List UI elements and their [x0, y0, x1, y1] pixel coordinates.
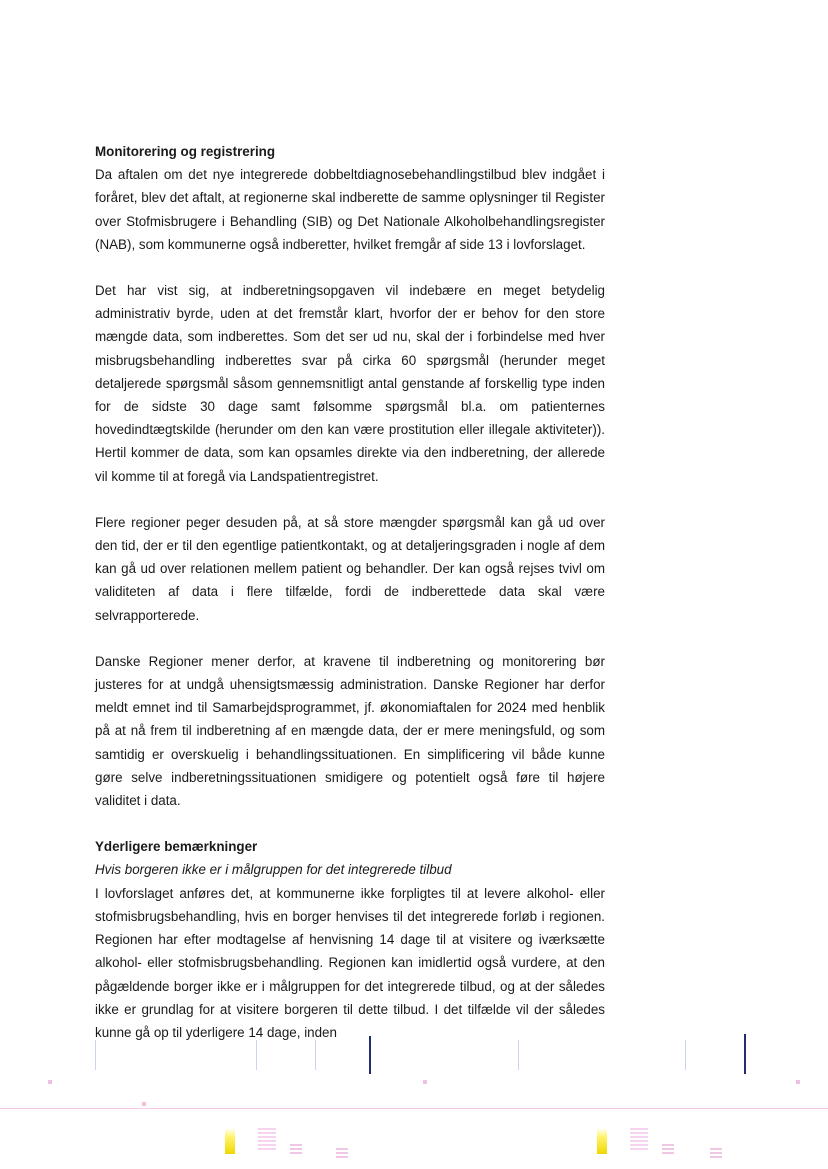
paragraph: Danske Regioner mener derfor, at kravene til indberetning og monitorering bør justeres for at undgå uhensigtsmæssig administration. Danske Regioner har derfor meldt emnet ind til Samarbejdsprogrammet, jf. økonomiaftalen for 2024 med henblik på at nå frem til indberetning af en mængde data, der er mere meningsfuld, og som samtidig er overskuelig i behandlingssituationen. En simplificering vil både kunne gøre selve indberetningssituationen smidigere og potentielt også føre til højere validitet i data.	[95, 653, 605, 809]
scan-artifact-dot	[423, 1080, 427, 1084]
scan-artifact-line	[315, 1040, 316, 1070]
scan-artifact-line	[518, 1040, 519, 1070]
scan-artifact-line	[95, 1040, 96, 1070]
section-further-remarks	[95, 835, 605, 1044]
scan-artifact-line	[0, 1108, 828, 1109]
scan-artifact-dot	[48, 1080, 52, 1084]
paragraph: Da aftalen om det nye integrerede dobbeltdiagnosebehandlingstilbud blev indgået i foråret, blev det aftalt, at regionerne skal indberette de samme oplysninger til Register over Stofmisbrugere i Behandling (SIB) og Det Nationale Alkoholbehandlingsregister (NAB), som kommunerne også indberetter, hvilket fremgår af side 13 i lovforslaget.	[95, 167, 605, 252]
paragraph: Flere regioner peger desuden på, at så store mængder spørgsmål kan gå ud over den tid, der er til den egentlige patientkontakt, og at detaljeringsgraden i nogle af dem kan gå ud over relationen mellem patient og behandler. Der kan også rejses tvivl om validiteten af data i flere tilfælde, fordi de indberettede data skal være selvrapporterede.	[95, 514, 605, 623]
scan-artifact-line	[369, 1036, 371, 1074]
scan-artifact-mark	[290, 1144, 302, 1154]
scan-artifact-mark	[336, 1148, 348, 1158]
section-heading: Monitorering og registrering	[95, 144, 276, 159]
scan-artifact-line	[256, 1040, 257, 1070]
scan-artifact-dot	[796, 1080, 800, 1084]
document-body	[95, 140, 605, 1067]
paragraph: I lovforslaget anføres det, at kommunerne ikke forpligtes til at levere alkohol- eller stofmisbrugsbehandling, hvis en borger henvises til det integrerede forløb i regionen. Regionen har efter modtagelse af henvisning 14 dage til at visitere og iværksætte alkohol- eller stofmisbrugsbehandling. Regionen kan imidlertid også vurdere, at den pågældende borger ikke er i målgruppen for det integrerede tilbud, og at der således ikke er grundlag for at visitere borgeren til dette tilbud. I det tilfælde vil der således kunne gå op til yderligere 14 dage, inden	[95, 885, 605, 1040]
scan-artifact-mark	[630, 1128, 648, 1150]
scan-artifact-line	[685, 1040, 686, 1070]
scan-artifact-mark	[662, 1144, 674, 1154]
paragraph: Det har vist sig, at indberetningsopgaven vil indebære en meget betydelig administrativ byrde, uden at det fremstår klart, hvorfor der er behov for den store mængde data, som indberettes. Som det ser ud nu, skal der i forbindelse med hver misbrugsbehandling indberettes svar på cirka 60 spørgsmål (herunder meget detaljerede spørgsmål såsom gennemsnitligt antal genstande af forskellig type inden for de sidste 30 dage samt følsomme spørgsmål bl.a. om patienternes hovedindtægtskilde (herunder om den kan være prostitution eller illegale aktiviteter)). Hertil kommer de data, som kan opsamles direkte via den indberetning, der allerede vil komme til at foregå via Landspatientregistret.	[95, 283, 605, 484]
scan-artifact-dot	[142, 1102, 146, 1106]
section-subheading: Hvis borgeren ikke er i målgruppen for det integrerede tilbud	[95, 862, 452, 878]
section-heading: Yderligere bemærkninger	[95, 839, 258, 855]
scan-artifact-mark	[597, 1128, 607, 1154]
scan-artifact-mark	[225, 1128, 235, 1154]
section-monitoring	[95, 140, 605, 812]
scan-artifact-line	[744, 1034, 746, 1074]
scan-artifact-mark	[710, 1148, 722, 1158]
scan-artifact-mark	[258, 1128, 276, 1150]
